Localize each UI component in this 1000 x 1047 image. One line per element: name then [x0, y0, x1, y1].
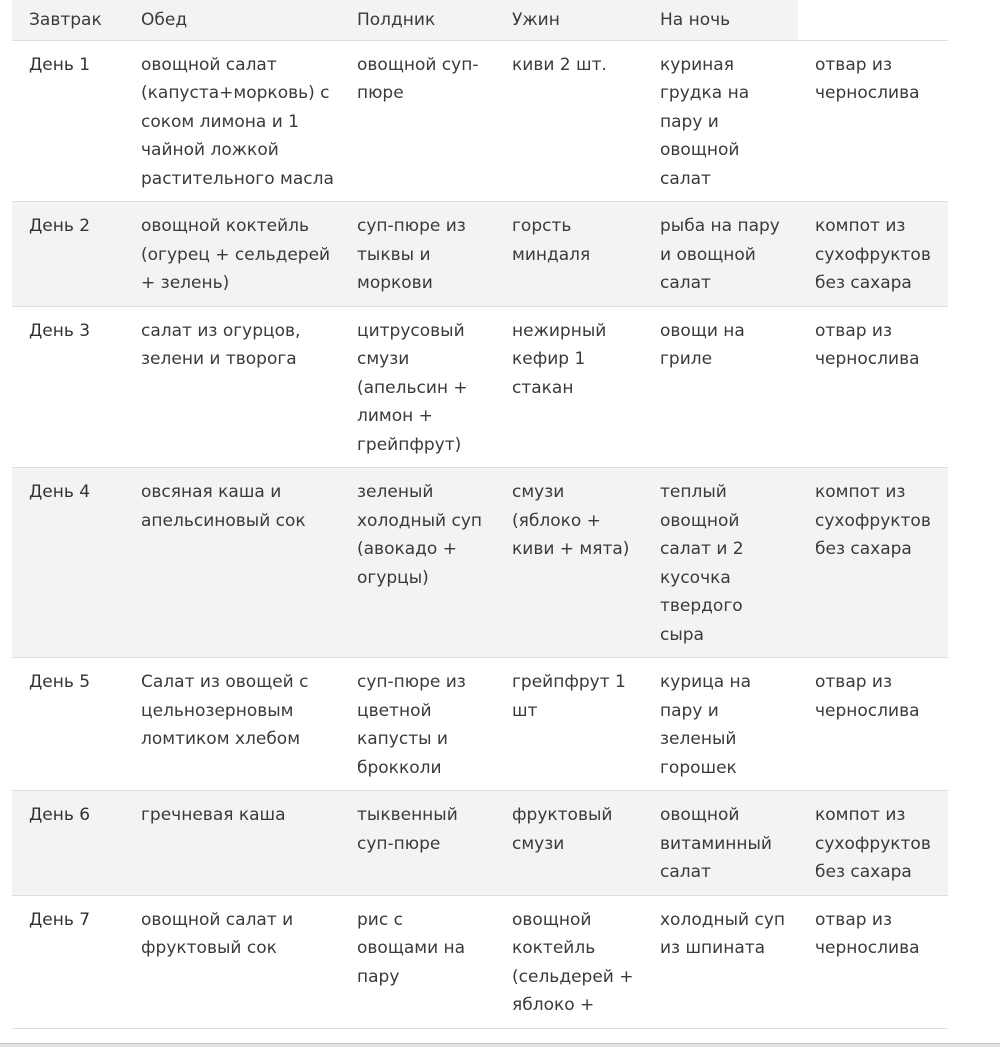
day-label: День 7 — [12, 895, 124, 1028]
table-cell: салат из огурцов, зелени и творога — [124, 306, 340, 468]
table-cell: компот из сухофруктов без сахара — [798, 468, 948, 658]
table-cell: овощной салат (капуста+морковь) с соком лимона и 1 чайной ложкой растительного масла — [124, 40, 340, 202]
table-row — [12, 895, 948, 1028]
table-cell: курица на пару и зеленый горошек — [643, 658, 798, 791]
day-label: День 3 — [12, 306, 124, 468]
table-cell: овсяная каша и апельсиновый сок — [124, 468, 340, 658]
table-cell: овощной коктейль (сельдерей + яблоко + — [495, 895, 643, 1028]
table-cell: компот из сухофруктов без сахара — [798, 791, 948, 896]
table-cell: киви 2 шт. — [495, 40, 643, 202]
table-cell: суп-пюре из тыквы и моркови — [340, 202, 495, 307]
table-cell: грейпфрут 1 шт — [495, 658, 643, 791]
table-row — [12, 658, 948, 791]
header-lunch: Обед — [124, 0, 340, 40]
table-cell: рыба на пару и овощной салат — [643, 202, 798, 307]
day-label: День 1 — [12, 40, 124, 202]
diet-table — [12, 0, 948, 1029]
table-cell: гречневая каша — [124, 791, 340, 896]
day-label: День 5 — [12, 658, 124, 791]
table-cell: отвар из чернослива — [798, 658, 948, 791]
table-cell: суп-пюре из цветной капусты и брокколи — [340, 658, 495, 791]
table-cell: овощной суп-пюре — [340, 40, 495, 202]
table-row — [12, 468, 948, 658]
table-cell: цитрусовый смузи (апельсин + лимон + грейпфрут) — [340, 306, 495, 468]
day-label: День 6 — [12, 791, 124, 896]
table-row — [12, 40, 948, 202]
table-cell: горсть миндаля — [495, 202, 643, 307]
table-cell: теплый овощной салат и 2 кусочка твердого сыра — [643, 468, 798, 658]
table-cell: компот из сухофруктов без сахара — [798, 202, 948, 307]
bottom-divider — [0, 1043, 1000, 1047]
table-body — [12, 40, 948, 1028]
header-row — [12, 0, 948, 40]
table-cell: отвар из чернослива — [798, 40, 948, 202]
table-row — [12, 202, 948, 307]
table-header — [12, 0, 948, 40]
header-afternoon-snack: Полдник — [340, 0, 495, 40]
table-cell: куриная грудка на пару и овощной салат — [643, 40, 798, 202]
table-cell: овощи на гриле — [643, 306, 798, 468]
header-dinner: Ужин — [495, 0, 643, 40]
header-night: На ночь — [643, 0, 798, 40]
table-cell: холодный суп из шпината — [643, 895, 798, 1028]
table-cell: фруктовый смузи — [495, 791, 643, 896]
table-cell: овощной коктейль (огурец + сельдерей + зелень) — [124, 202, 340, 307]
table-row — [12, 306, 948, 468]
table-cell: смузи (яблоко + киви + мята) — [495, 468, 643, 658]
header-empty — [798, 0, 948, 40]
table-row — [12, 791, 948, 896]
table-cell: Салат из овощей с цельнозерновым ломтиком хлебом — [124, 658, 340, 791]
day-label: День 4 — [12, 468, 124, 658]
table-cell: отвар из чернослива — [798, 895, 948, 1028]
table-cell: овощной салат и фруктовый сок — [124, 895, 340, 1028]
header-breakfast: Завтрак — [12, 0, 124, 40]
table-cell: рис с овощами на пару — [340, 895, 495, 1028]
table-cell: нежирный кефир 1 стакан — [495, 306, 643, 468]
table-cell: овощной витаминный салат — [643, 791, 798, 896]
table-cell: тыквенный суп-пюре — [340, 791, 495, 896]
table-cell: зеленый холодный суп (авокадо + огурцы) — [340, 468, 495, 658]
table-cell: отвар из чернослива — [798, 306, 948, 468]
day-label: День 2 — [12, 202, 124, 307]
